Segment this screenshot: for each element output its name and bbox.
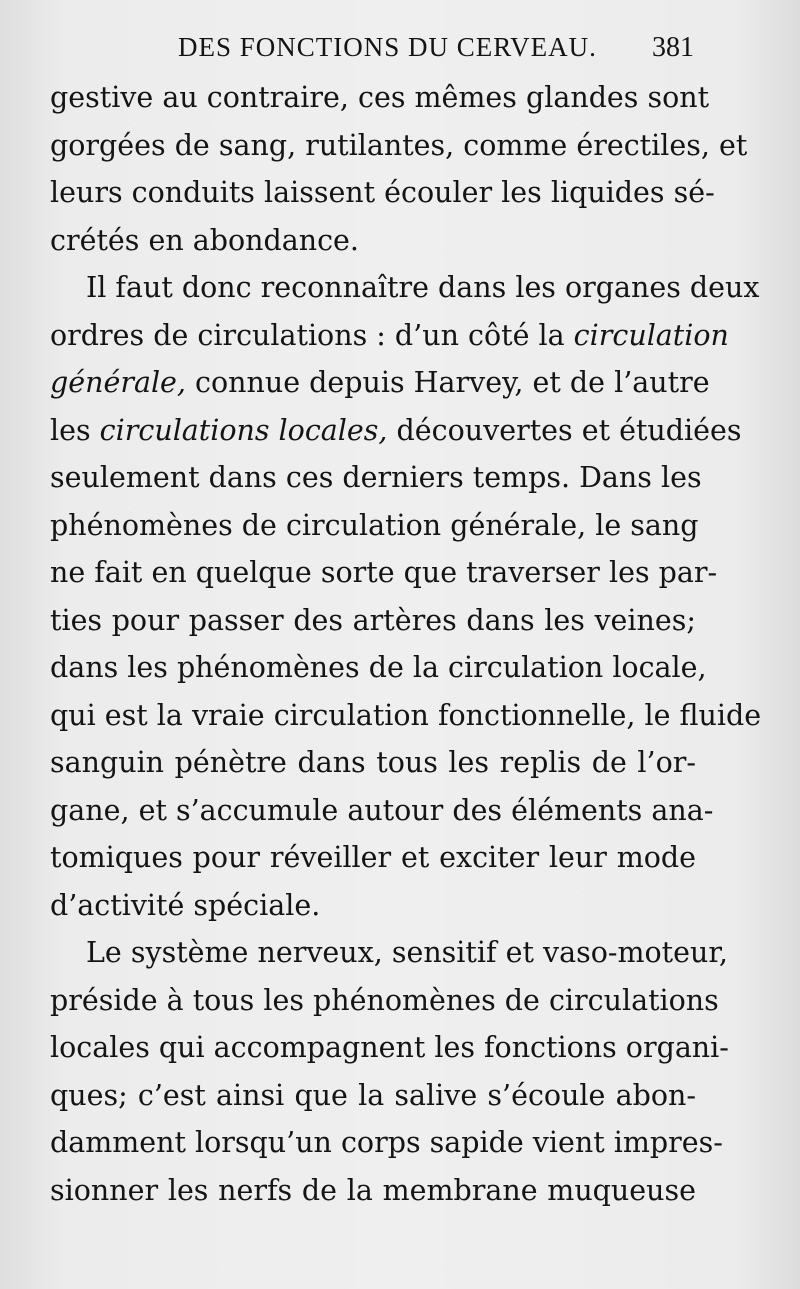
- text-line: [50, 359, 710, 407]
- text-run: préside à tous les phénomènes de circulations: [50, 983, 719, 1017]
- text-line: [50, 502, 699, 550]
- text-line: [50, 312, 729, 360]
- paragraph: [50, 929, 729, 1214]
- text-run: phénomènes de circulation générale, le sang: [50, 508, 699, 542]
- italic-text: circulation: [573, 318, 729, 352]
- italic-text: circulations locales,: [99, 413, 388, 447]
- text-run: seulement dans ces derniers temps. Dans les: [50, 461, 702, 494]
- text-line: [50, 644, 707, 692]
- text-line: [50, 74, 710, 122]
- text-run: gane, et s’accumule autour des éléments ana-: [50, 793, 714, 827]
- text-line: [50, 169, 715, 217]
- text-run: Il faut donc reconnaître dans les organes deux: [86, 271, 760, 304]
- text-line: [50, 454, 702, 502]
- text-run: gestive au contraire, ces mêmes glandes sont: [50, 81, 710, 114]
- text-line: [50, 1167, 696, 1215]
- running-head: DES FONCTIONS DU CERVEAU.: [178, 32, 597, 62]
- text-run: Le système nerveux, sensitif et vaso-moteur,: [86, 936, 728, 969]
- text-line: [50, 1119, 723, 1167]
- text-run: les: [50, 413, 100, 447]
- paragraph: [50, 264, 762, 929]
- text-run: qui est la vraie circulation fonctionnelle, le fluide: [50, 698, 762, 732]
- text-line: [50, 692, 762, 740]
- text-run: gorgées de sang, rutilantes, comme érectiles, et: [50, 128, 748, 162]
- text-line: [50, 597, 696, 645]
- text-line: [50, 217, 696, 265]
- text-line: [50, 264, 760, 312]
- text-line: [50, 739, 696, 787]
- text-run: ordres de circulations : d’un côté la: [50, 318, 574, 352]
- text-line: [50, 882, 696, 930]
- body-text: [50, 74, 762, 1214]
- text-line: [50, 122, 748, 170]
- text-run: ques; c’est ainsi que la salive s’écoule abon-: [50, 1078, 696, 1112]
- text-run: connue depuis Harvey, et de l’autre: [186, 366, 710, 399]
- text-run: locales qui accompagnent les fonctions organi-: [50, 1031, 729, 1064]
- text-run: crétés en abondance.: [50, 223, 359, 257]
- text-line: [50, 834, 696, 882]
- text-line: [50, 977, 719, 1025]
- text-run: découvertes et étudiées: [387, 413, 742, 447]
- text-run: ties pour passer des artères dans les veines;: [50, 603, 696, 637]
- text-line: [50, 1072, 696, 1120]
- text-run: ne fait en quelque sorte que traverser les par-: [50, 556, 718, 589]
- text-run: dans les phénomènes de la circulation locale,: [50, 651, 707, 684]
- text-run: sionner les nerfs de la membrane muqueuse: [50, 1173, 696, 1207]
- paragraph: [50, 74, 748, 264]
- text-line: [50, 929, 728, 977]
- text-line: [50, 1024, 729, 1072]
- italic-text: générale,: [50, 366, 186, 399]
- text-run: sanguin pénètre dans tous les replis de l’or-: [50, 746, 696, 779]
- text-line: [50, 787, 714, 835]
- text-run: leurs conduits laissent écouler les liquides sé-: [50, 176, 715, 209]
- text-run: d’activité spéciale.: [50, 888, 321, 922]
- text-line: [50, 407, 742, 455]
- page-number: 381: [652, 32, 694, 63]
- text-run: tomiques pour réveiller et exciter leur mode: [50, 841, 696, 874]
- text-run: damment lorsqu’un corps sapide vient impres-: [50, 1126, 723, 1159]
- page-header: [50, 30, 696, 70]
- text-line: [50, 549, 718, 597]
